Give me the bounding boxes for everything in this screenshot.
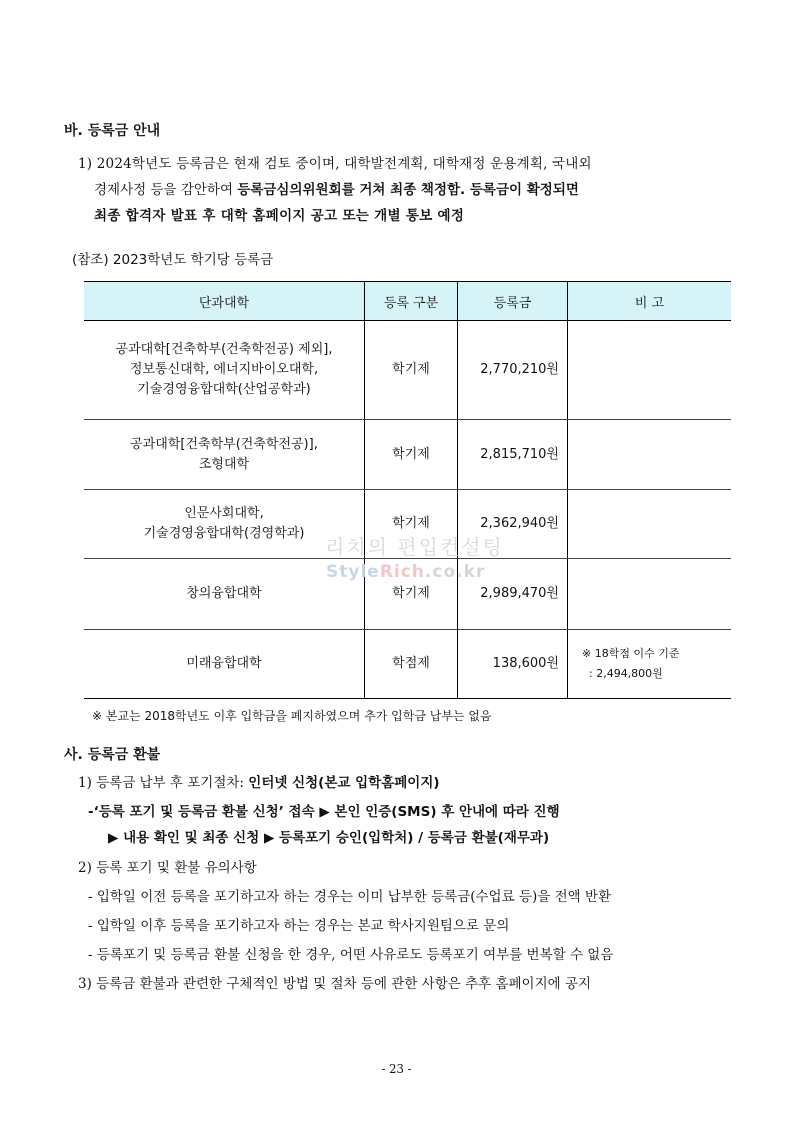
- watermark-url: [326, 562, 485, 582]
- header-remarks: 비 고: [568, 282, 732, 321]
- note-cell: [568, 490, 732, 559]
- note-cell: [568, 559, 732, 630]
- tuition-table: [84, 281, 731, 699]
- watermark-url-part: Style: [326, 562, 380, 582]
- college-cell: [84, 630, 365, 699]
- fee-cell: 138,600원: [458, 630, 568, 699]
- note-line: : 2,494,800원: [582, 667, 663, 680]
- college-cell: [84, 559, 365, 630]
- refund-bullet: - 입학일 이전 등록을 포기하고자 하는 경우는 이미 납부한 등록금(수업료 등)을 전액 반환: [88, 889, 612, 905]
- college-line: 기술경영융합대학(산업공학과): [137, 382, 311, 397]
- refund-item-2: 2) 등록 포기 및 환불 유의사항: [78, 860, 257, 876]
- college-line: 창의융합대학: [186, 586, 262, 601]
- fee-cell: 2,989,470원: [458, 559, 568, 630]
- watermark-url-part: .co.kr: [424, 562, 486, 582]
- reference-title: (참조) 2023학년도 학기당 등록금: [72, 252, 274, 268]
- note-line: ※ 18학점 이수 기준: [582, 647, 680, 660]
- fee-cell: 2,362,940원: [458, 490, 568, 559]
- table-header-row: [84, 282, 731, 321]
- refund-item-1-plain: 1) 등록금 납부 후 포기절차:: [78, 775, 249, 791]
- header-registration-type: 등록 구분: [365, 282, 458, 321]
- refund-bullet: - 입학일 이후 등록을 포기하고자 하는 경우는 본교 학사지원팀으로 문의: [88, 918, 510, 934]
- college-line: 미래융합대학: [186, 656, 262, 671]
- tuition-guide-line-3: 최종 합격자 발표 후 대학 홈페이지 공고 또는 개별 통보 예정: [94, 208, 465, 224]
- type-cell: 학기제: [365, 490, 458, 559]
- note-cell: [568, 321, 732, 420]
- type-cell: 학기제: [365, 321, 458, 420]
- type-cell: 학기제: [365, 420, 458, 490]
- header-college: 단과대학: [84, 282, 365, 321]
- college-line: 기술경영융합대학(경영학과): [143, 526, 305, 541]
- fee-cell: 2,815,710원: [458, 420, 568, 490]
- watermark-text: 리치의 편입컨설팅: [325, 535, 504, 559]
- note-cell: [568, 630, 732, 699]
- refund-steps-line-1: -‘등록 포기 및 등록금 환불 신청’ 접속 ▶ 본인 인증(SMS) 후 안내에 따라 진행: [88, 804, 560, 820]
- header-fee: 등록금: [458, 282, 568, 321]
- table-row: [84, 420, 731, 490]
- table-row: [84, 321, 731, 420]
- fee-cell: 2,770,210원: [458, 321, 568, 420]
- table-footnote: ※ 본교는 2018학년도 이후 입학금을 폐지하였으며 추가 입학금 납부는 없음: [92, 709, 492, 723]
- page-number: - 23 -: [381, 1062, 412, 1076]
- refund-bullet: - 등록포기 및 등록금 환불 신청을 한 경우, 어떤 사유로도 등록포기 여부를 번복할 수 없음: [88, 947, 614, 963]
- college-line: 정보통신대학, 에너지바이오대학,: [129, 362, 319, 377]
- refund-item-1-bold: 인터넷 신청(본교 입학홈페이지): [248, 775, 440, 791]
- college-line: 조형대학: [198, 456, 250, 472]
- refund-item-3: 3) 등록금 환불과 관련한 구체적인 방법 및 절차 등에 관한 사항은 추후 홈페이지에 공지: [78, 976, 592, 992]
- college-line: 인문사회대학,: [184, 506, 264, 521]
- table-row: [84, 630, 731, 699]
- type-cell: 학기제: [365, 559, 458, 630]
- refund-steps-line-2: ▶ 내용 확인 및 최종 신청 ▶ 등록포기 승인(입학처) / 등록금 환불(재무과): [108, 830, 550, 846]
- note-cell: [568, 420, 732, 490]
- watermark-url-part: Rich: [379, 562, 425, 582]
- tuition-guide-line-2-plain: 경제사정 등을 감안하여: [94, 182, 238, 198]
- tuition-guide-line-1: 1) 2024학년도 등록금은 현재 검토 중이며, 대학발전계획, 대학재정 운용계획, 국내외: [78, 156, 592, 172]
- college-cell: [84, 420, 365, 490]
- college-cell: [84, 490, 365, 559]
- section-title-refund: 사. 등록금 환불: [64, 747, 161, 763]
- refund-item-1: [78, 771, 440, 791]
- tuition-guide-line-2: [94, 178, 579, 198]
- type-cell: 학점제: [365, 630, 458, 699]
- section-title-tuition-guide: 바. 등록금 안내: [64, 123, 161, 139]
- college-line: 공과대학[건축학부(건축학전공) 제외],: [115, 342, 333, 357]
- college-line: 공과대학[건축학부(건축학전공)],: [130, 436, 318, 452]
- tuition-guide-line-2-bold: 등록금심의위원회를 거쳐 최종 책정함. 등록금이 확정되면: [237, 182, 579, 198]
- college-cell: [84, 321, 365, 420]
